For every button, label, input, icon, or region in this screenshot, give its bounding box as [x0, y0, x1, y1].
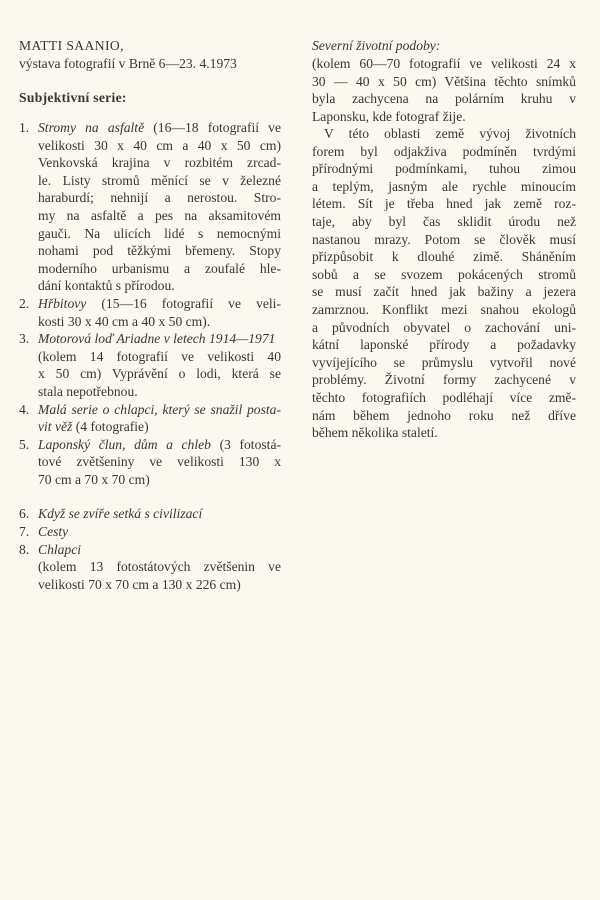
item-number: 5.: [19, 436, 30, 452]
list-item: 2. Hřbitovy (15—16 fotografií ve veli- kosti 30 x 40 cm a 40 x 50 cm).: [19, 295, 281, 329]
exhibition-artist-name: MATTI SAANIO,: [19, 38, 124, 53]
list-item: [19, 505, 281, 523]
section-title-severni: Severní životní podoby:: [312, 38, 441, 53]
item-title: Laponský člun, dům a chleb: [38, 436, 211, 452]
item-number: 3.: [19, 331, 30, 347]
list-item: 5. Laponský člun, dům a chleb (3 fotostá- tové zvětšeniny ve velikosti 130 x 70 cm a 70 x 70 cm): [19, 436, 282, 487]
item-number: 1.: [19, 120, 30, 135]
section-title: Subjektivní serie:: [19, 90, 127, 105]
item-title: Cesty: [38, 524, 69, 540]
item-number: 2.: [19, 295, 30, 311]
item-title: Motorová loď Ariadne v letech 1914—1971: [38, 331, 276, 347]
list-item: 3. Motorová loď Ariadne v letech 1914—1971 (kolem 14 fotografií ve velikosti 40 x 50 cm) Vyprávění o lodi, která se stala nepotřebnou.: [19, 331, 281, 399]
item-number: 8.: [19, 541, 30, 557]
item-title: Stromy na asfaltě: [38, 120, 145, 135]
list-item: 4. Malá serie o chlapci, který se snažil posta- vit věž (4 fotografie): [19, 401, 281, 435]
item-title: Když se zvíře setká s civilizací: [38, 506, 203, 522]
series-list: [19, 119, 281, 593]
item-title: Chlapci: [38, 541, 82, 557]
paragraph-body: V této oblasti země vývoj životních forem byl odjakživa podmíněn tvrdými přírodnými podmínkami, tuhou zimou a teplým, jasným ale rychle minoucím létem. Sít je třeba hned jak země roz- taje, aby byl čas sklidit úrodu než nastanou mrazy. Potom se člověk musí přizpůsobit k dlouhé zimě. Sháněním sobů a se svozem pokácených stromů se musí začít hned jak bažiny a jezera zamrznou. Konflikt mezi snahou ekologů a původních obyvatel o zachování uni- kátní laponské přírody a požadavky vyvíjejícího se průmyslu vytvořil nové problémy. Životní formy zachycené v těchto fotografiích podléhají více změ- nám během jednoho roku než dříve během několika staletí.: [312, 126, 576, 441]
list-item: 1. Stromy na asfaltě (16—18 fotografií ve velikosti 30 x 40 cm a 40 x 50 cm) Venkovská krajina v rozbitém zrcad- le. Listy stromů měnící se v železné haraburdí; nehnijí a nerostou. Stro- my na asfaltě a pes na aksamitovém gauči. Na ulicích lidé s nemocnými nohami pod těžkými břemeny. Stopy moderního urbanismu a zoufalé hle- dání kontaktů s přírodou.: [19, 120, 281, 294]
item-number: 7.: [19, 524, 30, 540]
exhibition-subtitle: výstava fotografií v Brně 6—23. 4.1973: [19, 56, 237, 71]
item-number: 4.: [19, 401, 30, 417]
item-title: Hřbitovy: [38, 295, 87, 311]
list-item: [19, 523, 281, 541]
item-number: 6.: [19, 506, 30, 522]
item-title: Malá serie o chlapci, který se snažil posta-: [38, 401, 281, 417]
list-item: 8. Chlapci (kolem 13 fotostátových zvětšenin ve velikosti 70 x 70 cm a 130 x 226 cm): [19, 541, 281, 592]
paragraph-intro: (kolem 60—70 fotografií ve velikosti 24 x 30 — 40 x 50 cm) Většina těchto snímků byla zachycena na polárním kruhu v Laponsku, kde fotograf žije.: [312, 56, 576, 124]
